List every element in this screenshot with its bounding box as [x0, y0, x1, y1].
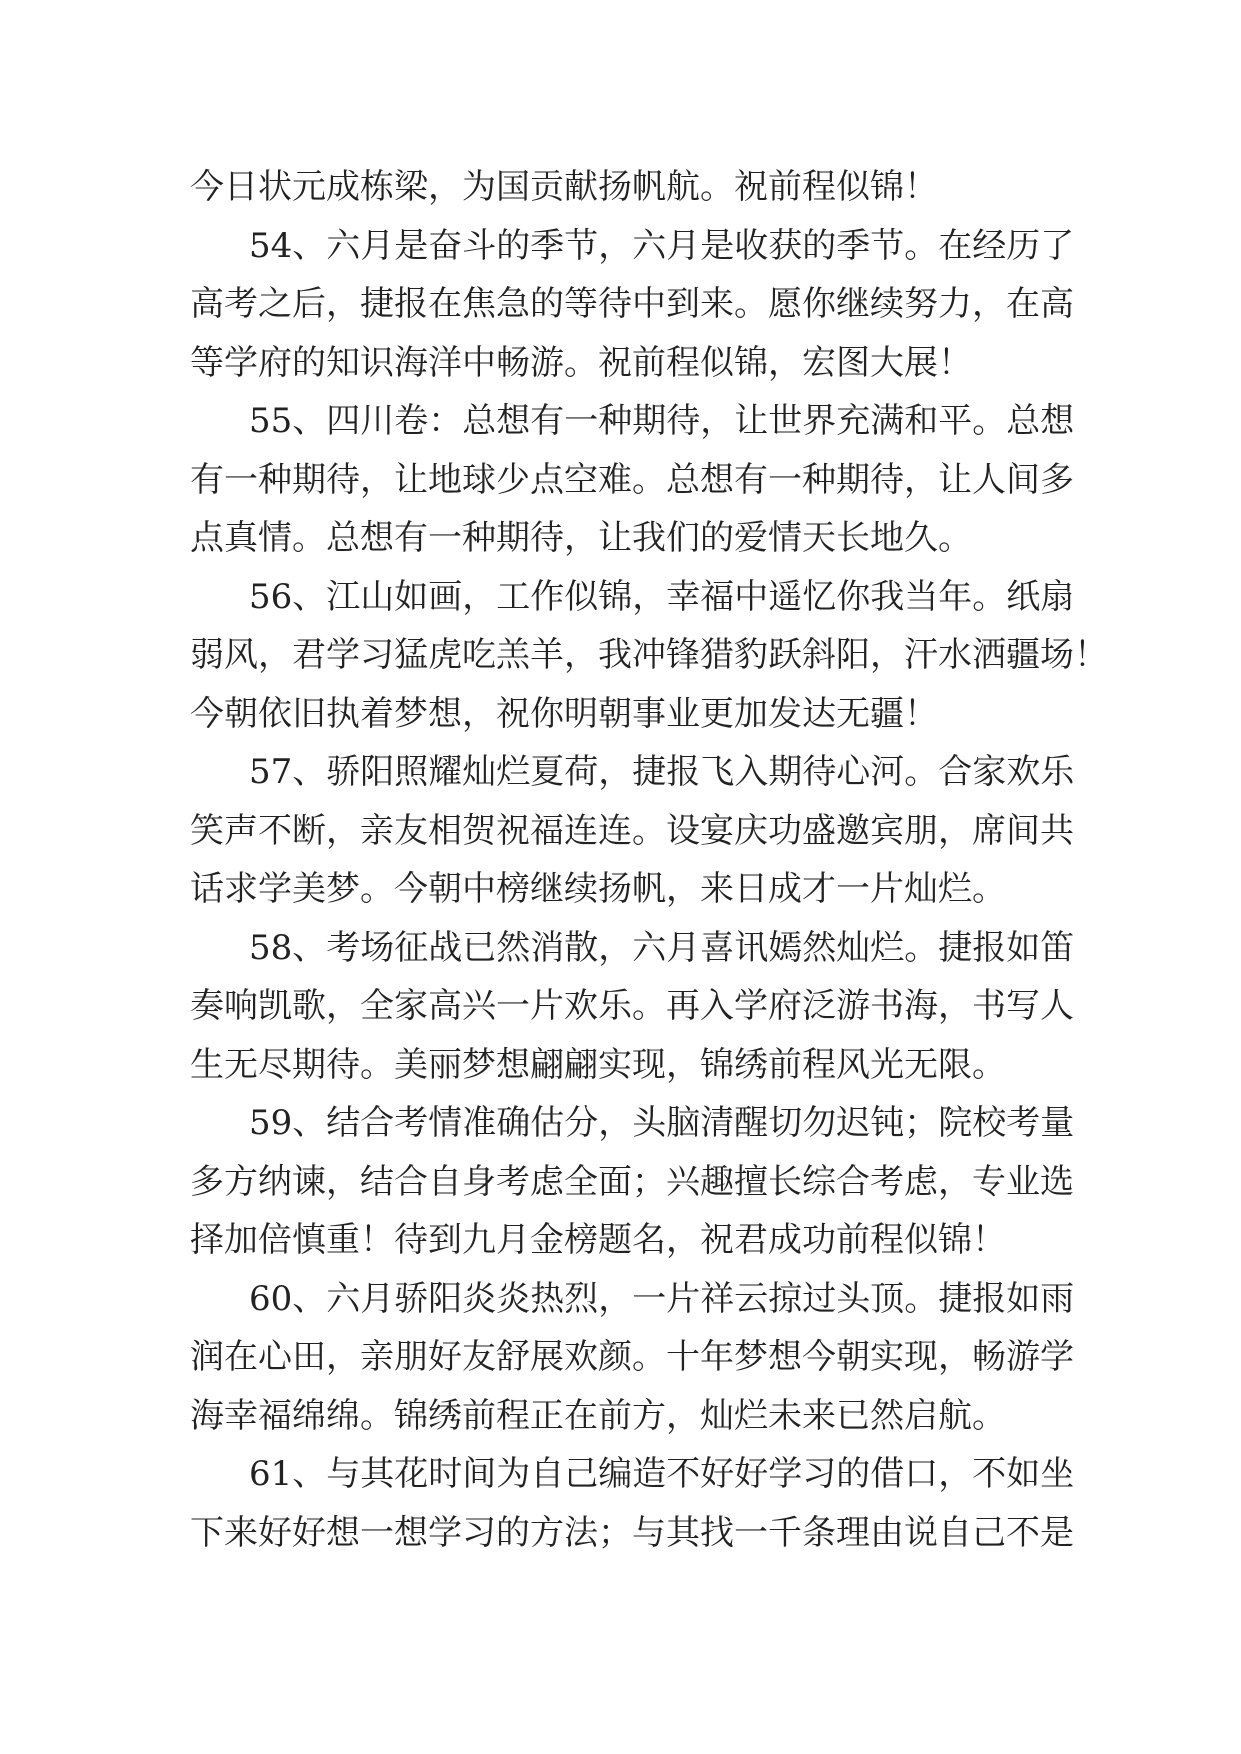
text-line: 话求学美梦。今朝中榜继续扬帆，来日成才一片灿烂。 — [190, 869, 1006, 909]
text-line: 海幸福绵绵。锦绣前程正在前方，灿烂未来已然启航。 — [190, 1395, 1006, 1436]
text-line: 55、四川卷：总想有一种期待，让世界充满和平。总想 — [249, 401, 1075, 441]
text-line: 54、六月是奋斗的季节，六月是收获的季节。在经历了 — [249, 225, 1075, 266]
text-line: 下来好好想一想学习的方法；与其找一千条理由说自己不是 — [190, 1512, 1074, 1553]
text-line: 56、江山如画，工作似锦，幸福中遥忆你我当年。纸扇 — [249, 576, 1075, 617]
paragraph-54 — [190, 217, 1075, 393]
text-line: 今日状元成栋梁，为国贡献扬帆航。祝前程似锦！ — [190, 167, 938, 207]
text-line: 今朝依旧执着梦想，祝你明朝事业更加发达无疆！ — [190, 693, 938, 734]
text-line: 笑声不断，亲友相贺祝福连连。设宴庆功盛邀宾朋，席间共 — [190, 810, 1074, 851]
text-line: 润在心田，亲朋好友舒展欢颜。十年梦想今朝实现，畅游学 — [190, 1337, 1074, 1377]
paragraph-56 — [190, 568, 1108, 744]
paragraph-53-tail — [190, 158, 1054, 217]
text-line: 59、结合考情准确估分，头脑清醒切勿迟钝；院校考量 — [249, 1103, 1075, 1143]
text-line: 生无尽期待。美丽梦想翩翩实现，锦绣前程风光无限。 — [190, 1044, 1006, 1085]
paragraph-59 — [190, 1094, 1075, 1270]
text-line: 等学府的知识海洋中畅游。祝前程似锦，宏图大展！ — [190, 342, 972, 383]
text-line: 点真情。总想有一种期待，让我们的爱情天长地久。 — [190, 518, 972, 558]
text-line: 择加倍慎重！待到九月金榜题名，祝君成功前程似锦！ — [190, 1220, 1006, 1260]
paragraph-60 — [190, 1270, 1075, 1446]
paragraph-57 — [190, 743, 1075, 919]
text-line: 高考之后，捷报在焦急的等待中到来。愿你继续努力，在高 — [190, 284, 1074, 324]
text-line: 61、与其花时间为自己编造不好好学习的借口，不如坐 — [249, 1454, 1075, 1494]
text-line: 多方纳谏，结合自身考虑全面；兴趣擅长综合考虑，专业选 — [190, 1161, 1074, 1202]
document-body — [190, 158, 1108, 1562]
text-line: 60、六月骄阳炎炎热烈，一片祥云掠过头顶。捷报如雨 — [249, 1278, 1075, 1319]
paragraph-61 — [190, 1445, 1075, 1562]
paragraph-55 — [190, 392, 1075, 568]
text-line: 有一种期待，让地球少点空难。总想有一种期待，让人间多 — [190, 459, 1074, 500]
text-line: 弱风，君学习猛虎吃羔羊，我冲锋猎豹跃斜阳，汗水洒疆场！ — [190, 635, 1108, 675]
paragraph-58 — [190, 919, 1075, 1095]
text-line: 57、骄阳照耀灿烂夏荷，捷报飞入期待心河。合家欢乐 — [249, 752, 1075, 792]
text-line: 58、考场征战已然消散，六月喜讯嫣然灿烂。捷报如笛 — [249, 927, 1075, 968]
text-line: 奏响凯歌，全家高兴一片欢乐。再入学府泛游书海，书写人 — [190, 986, 1074, 1026]
